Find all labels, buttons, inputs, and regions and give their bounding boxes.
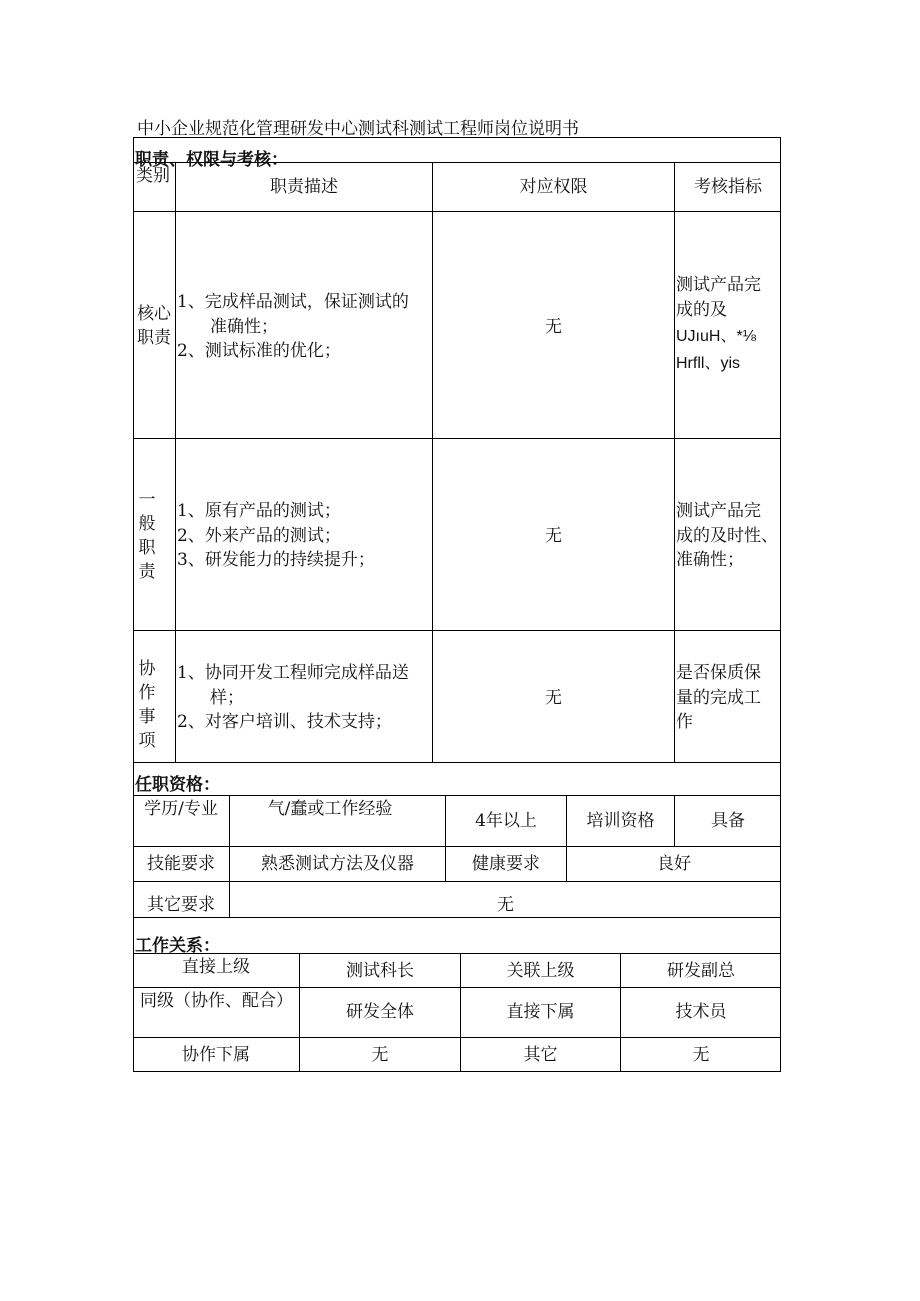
duty-kpi-line: 是否保质保: [676, 663, 761, 683]
section-relations-heading: 工作关系：: [135, 936, 220, 956]
relation-label: 同级（协作、配合）: [140, 991, 293, 1011]
row-divider: [133, 211, 781, 212]
education-value: 气/蠢或工作经验: [267, 799, 393, 819]
skill-value: 熟悉测试方法及仪器: [261, 854, 414, 874]
education-label: 学历/专业: [144, 799, 218, 819]
duty-authority: 无: [545, 317, 562, 337]
duty-desc-line: 准确性；: [210, 317, 278, 337]
col-divider: [175, 162, 176, 762]
row-divider: [133, 987, 781, 988]
category-collaboration: 协作事项: [138, 659, 156, 751]
row-divider: [133, 917, 781, 918]
relation-label: 关联上级: [506, 961, 575, 981]
relation-value: 无: [371, 1045, 389, 1065]
row-divider: [133, 1037, 781, 1038]
row-divider: [133, 846, 781, 847]
header-kpi: 考核指标: [694, 177, 762, 197]
duty-kpi-line: 成的及时性、: [676, 526, 778, 546]
category-core: 核心职责: [137, 304, 171, 348]
duty-desc-line: 2、外来产品的测试；: [177, 526, 341, 546]
duty-kpi-line: UJıuH、*⅛: [676, 328, 757, 345]
row-divider: [133, 881, 781, 882]
duty-desc-line: 样；: [210, 688, 244, 708]
row-divider: [133, 630, 781, 631]
col-divider: [674, 162, 675, 762]
relation-label: 协作下属: [182, 1045, 250, 1065]
header-category: 类别: [136, 166, 170, 186]
relation-value: 测试科长: [346, 961, 414, 981]
row-divider: [133, 795, 781, 796]
header-authority: 对应权限: [519, 177, 588, 197]
duty-desc-line: 1、原有产品的测试；: [177, 501, 341, 521]
duty-desc-line: 1、协同开发工程师完成样品送: [177, 663, 409, 683]
duty-kpi-line: 准确性；: [676, 550, 744, 570]
experience-value: 4年以上: [475, 811, 537, 831]
page-title: 中小企业规范化管理研发中心测试科测试工程师岗位说明书: [137, 119, 579, 139]
row-divider: [133, 953, 781, 954]
duty-kpi-line: 测试产品完: [676, 275, 761, 295]
relation-label: 直接上级: [182, 957, 250, 977]
relation-label: 其它: [523, 1045, 558, 1065]
skill-label: 技能要求: [147, 854, 215, 874]
duty-desc-line: 1、完成样品测试，保证测试的: [177, 292, 409, 312]
category-general: 一般职责: [138, 490, 156, 582]
relation-value: 技术员: [675, 1002, 727, 1022]
relation-value: 研发全体: [346, 1002, 414, 1022]
duty-kpi-line: 成的及: [676, 300, 727, 320]
duty-kpi-line: 量的完成工: [676, 688, 761, 708]
section-qualifications-heading: 任职资格：: [135, 775, 220, 795]
duty-kpi-line: 测试产品完: [676, 501, 761, 521]
relation-value: 无: [692, 1045, 710, 1065]
row-divider: [133, 762, 781, 763]
duty-authority: 无: [545, 688, 562, 708]
health-value: 良好: [657, 854, 691, 874]
section-duties-heading: 职责、权限与考核：: [135, 150, 288, 170]
row-divider: [133, 438, 781, 439]
duty-desc-line: 2、测试标准的优化；: [177, 341, 341, 361]
training-label: 培训资格: [586, 811, 655, 831]
duty-kpi-line: Hrfll、yis: [676, 355, 740, 372]
duty-desc-line: 3、研发能力的持续提升；: [177, 550, 375, 570]
relation-label: 直接下属: [506, 1002, 575, 1022]
other-value: 无: [497, 895, 514, 915]
duty-desc-line: 2、对客户培训、技术支持；: [177, 712, 392, 732]
duty-authority: 无: [545, 526, 562, 546]
header-description: 职责描述: [270, 177, 338, 197]
relation-value: 研发副总: [667, 961, 735, 981]
health-label: 健康要求: [472, 854, 540, 874]
col-divider: [432, 162, 433, 762]
duty-kpi-line: 作: [676, 712, 693, 732]
training-value: 具备: [711, 811, 745, 831]
other-label: 其它要求: [147, 895, 215, 915]
